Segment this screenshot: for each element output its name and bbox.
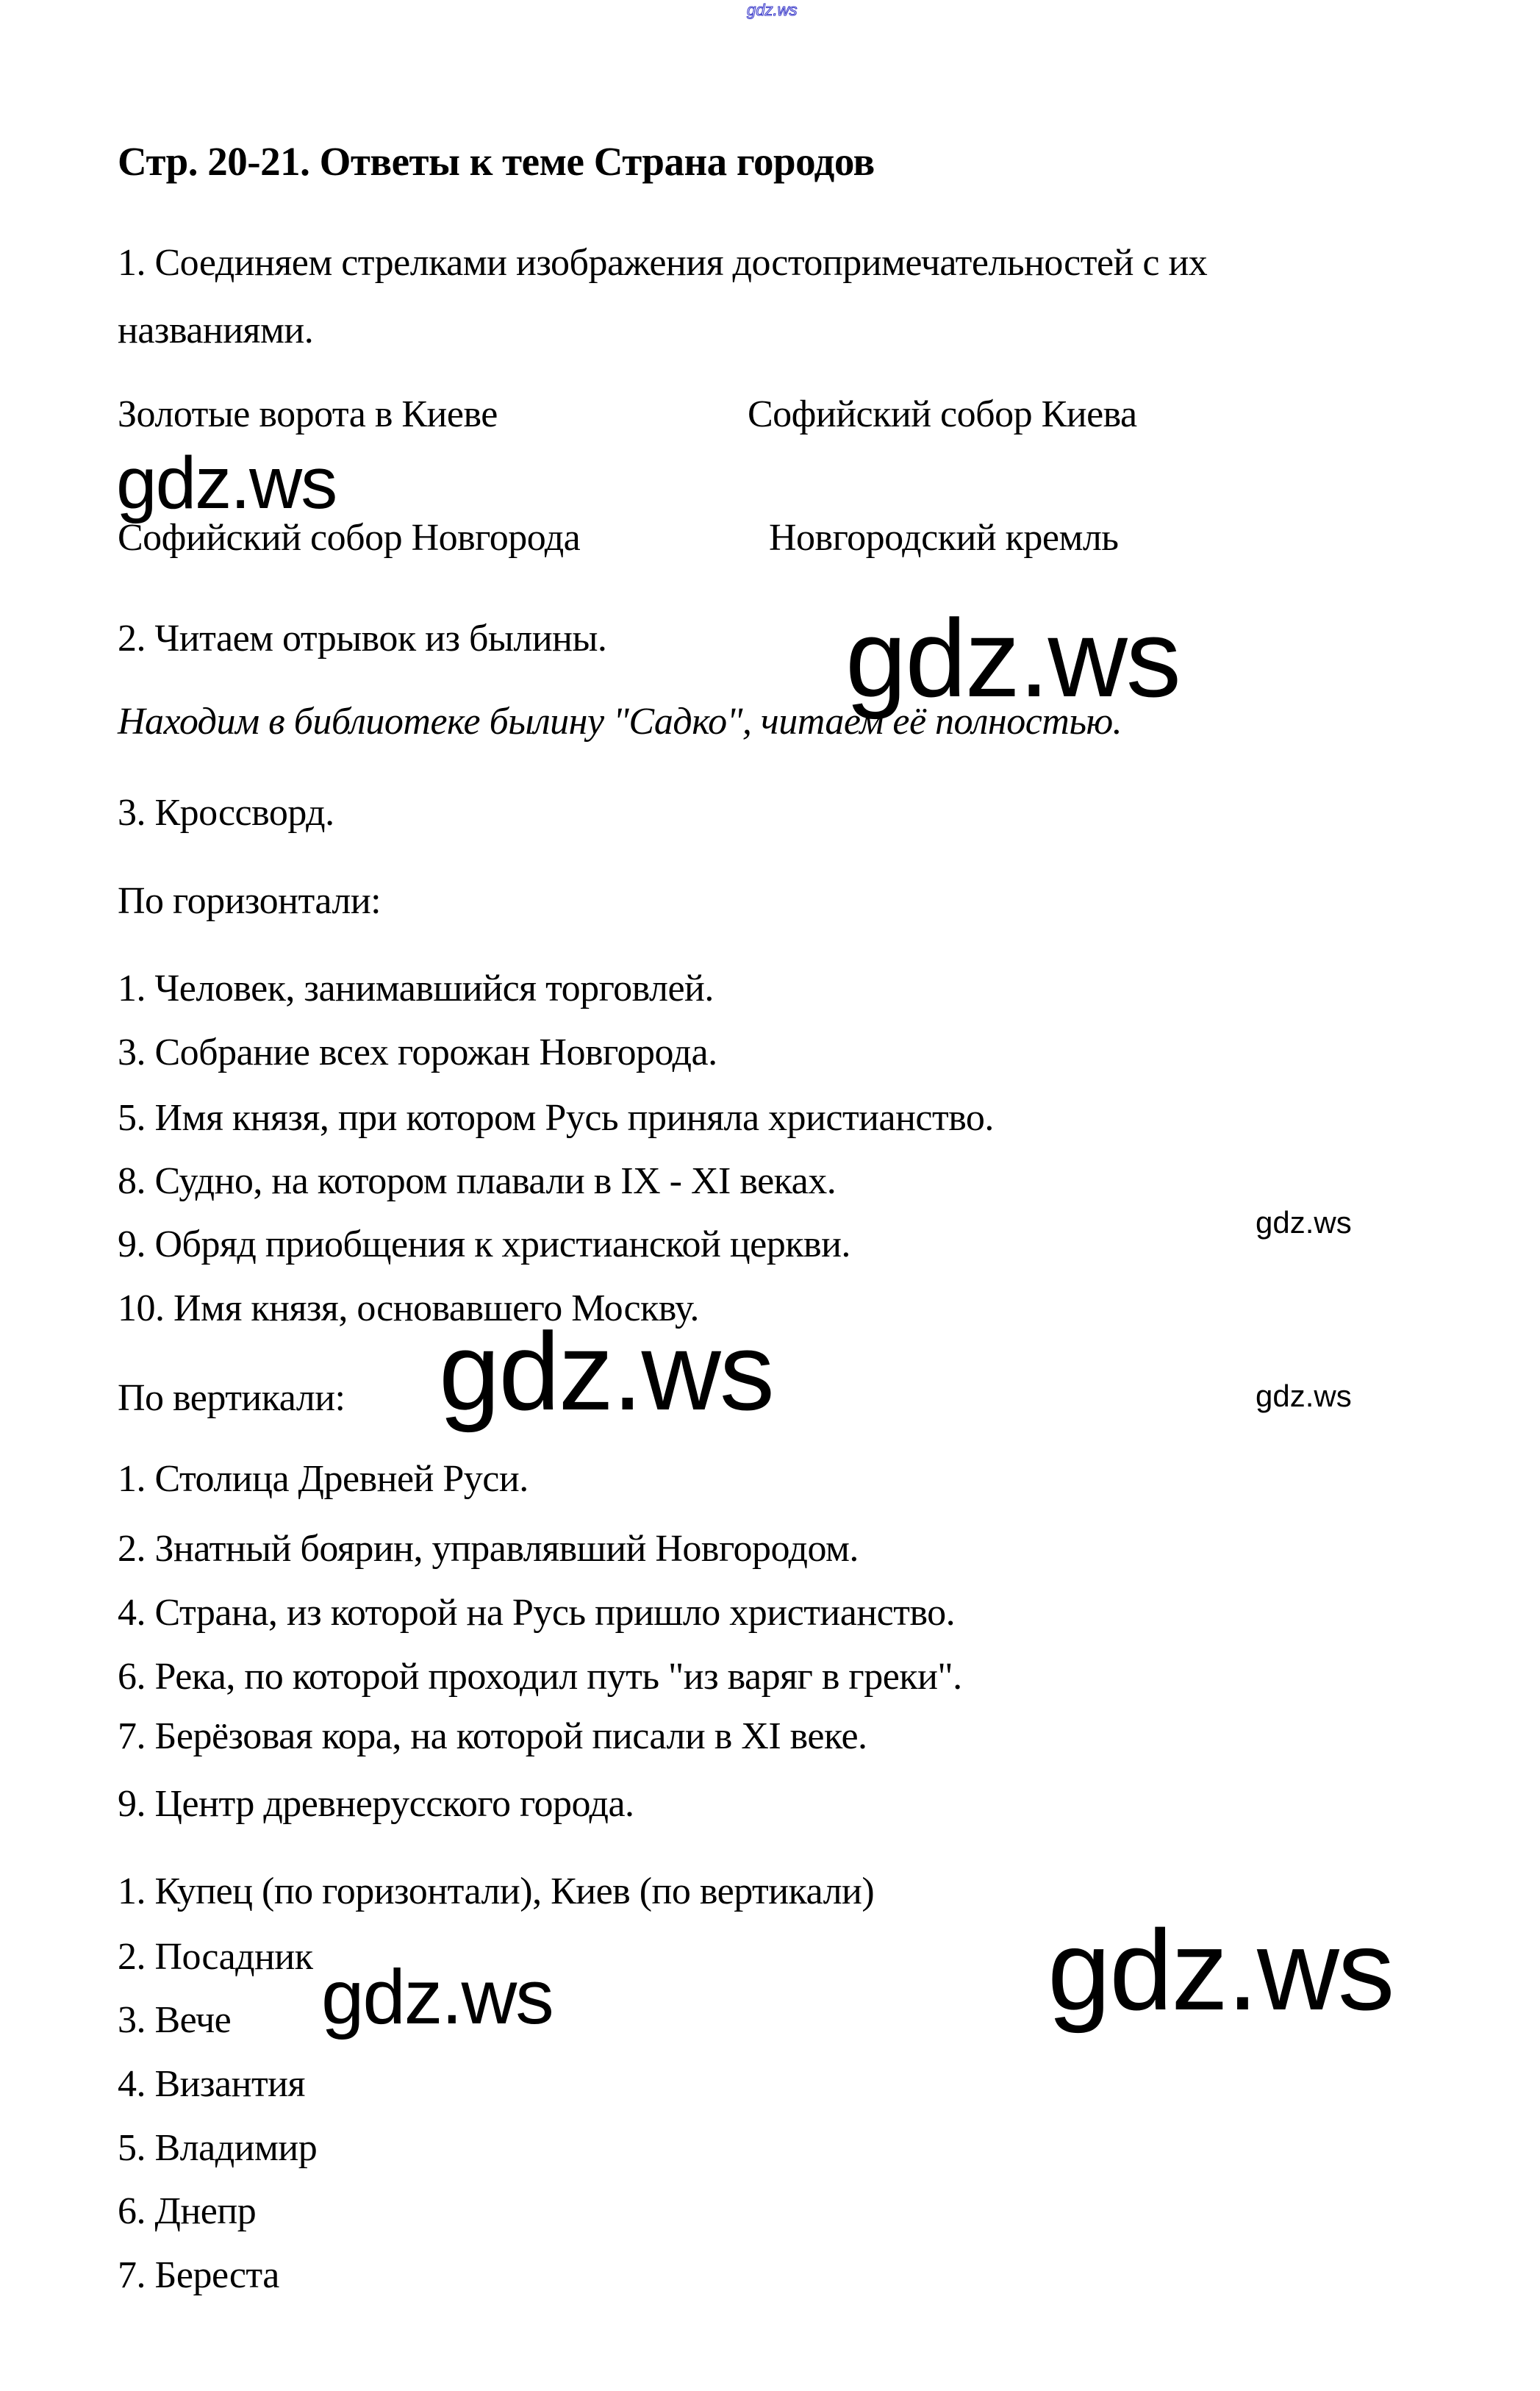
- pair-left-1: Софийский собор Новгорода: [118, 517, 581, 559]
- answer-5: 6. Днепр: [118, 2190, 257, 2232]
- down-clue-0: 1. Столица Древней Руси.: [118, 1458, 529, 1500]
- answer-2: 3. Вече: [118, 1999, 232, 2041]
- pair-right-0: Софийский собор Киева: [748, 393, 1137, 435]
- watermark-inline-2: gdz.ws: [845, 596, 1180, 720]
- answer-3: 4. Византия: [118, 2063, 305, 2105]
- across-clue-5: 10. Имя князя, основавшего Москву.: [118, 1287, 699, 1329]
- down-clue-5: 9. Центр древнерусского города.: [118, 1783, 634, 1825]
- answer-4: 5. Владимир: [118, 2127, 318, 2169]
- watermark-inline-5: gdz.ws: [1047, 1906, 1394, 2034]
- watermark-top: gdz.ws: [747, 1, 798, 19]
- down-clue-3: 6. Река, по которой проходил путь "из варяг в греки".: [118, 1656, 962, 1698]
- across-clue-1: 3. Собрание всех горожан Новгорода.: [118, 1032, 717, 1073]
- down-clue-2: 4. Страна, из которой на Русь пришло христианство.: [118, 1592, 956, 1634]
- answer-0: 1. Купец (по горизонтали), Киев (по вертикали): [118, 1870, 875, 1912]
- across-clue-4: 9. Обряд приобщения к христианской церкви.: [118, 1223, 850, 1265]
- down-clue-1: 2. Знатный боярин, управлявший Новгородом.: [118, 1528, 859, 1570]
- watermark-inline-1: gdz.ws: [116, 442, 337, 524]
- task2-note: Находим в библиотеке былину "Садко", читаем её полностью.: [118, 701, 1122, 743]
- task3-heading: 3. Кроссворд.: [118, 792, 334, 834]
- across-clue-0: 1. Человек, занимавшийся торговлей.: [118, 968, 714, 1009]
- across-label: По горизонтали:: [118, 880, 382, 922]
- down-label: По вертикали:: [118, 1377, 345, 1419]
- task2-heading: 2. Читаем отрывок из былины.: [118, 618, 607, 660]
- watermark-inline-3: gdz.ws: [439, 1309, 773, 1433]
- answer-1: 2. Посадник: [118, 1936, 313, 1978]
- pair-right-1: Новгородский кремль: [769, 517, 1119, 559]
- answer-6: 7. Береста: [118, 2254, 279, 2296]
- page-title: Стр. 20-21. Ответы к теме Страна городов: [118, 139, 875, 184]
- across-clue-2: 5. Имя князя, при котором Русь приняла христианство.: [118, 1097, 994, 1139]
- task1-text-line2: названиями.: [118, 310, 314, 351]
- across-clue-3: 8. Судно, на котором плавали в IX - XI веках.: [118, 1160, 837, 1202]
- watermark-inline-4: gdz.ws: [321, 1954, 553, 2040]
- down-clue-4: 7. Берёзовая кора, на которой писали в XI веке.: [118, 1715, 867, 1757]
- pair-left-0: Золотые ворота в Киеве: [118, 393, 498, 435]
- watermark-right-1: gdz.ws: [1256, 1205, 1352, 1240]
- task1-text-line1: 1. Соединяем стрелками изображения достопримечательностей с их: [118, 242, 1208, 284]
- watermark-right-2: gdz.ws: [1256, 1379, 1352, 1413]
